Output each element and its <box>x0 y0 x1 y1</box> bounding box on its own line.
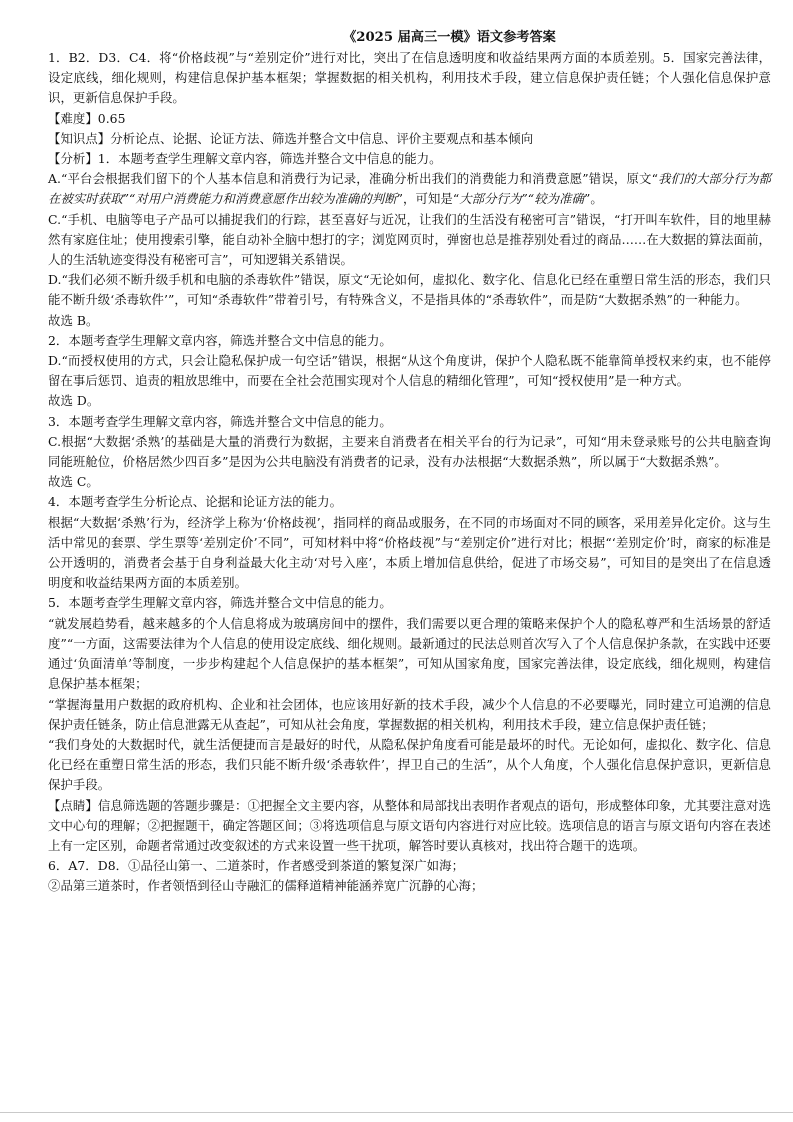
page-title: 《2025 届高三一模》语文参考答案 <box>343 30 556 45</box>
answer-2: 2．D <box>77 50 109 65</box>
quote-italic-2: 大部分行为”“较为准确 <box>459 191 584 207</box>
analysis-q5-intro: 5．本题考查学生理解文章内容，筛选并整合文中信息的能力。 <box>48 595 392 611</box>
answer-1: 1．B <box>48 50 78 65</box>
tips-section: 【点睛】信息筛选题的答题步骤是：①把握全文主要内容，从整体和局部找出表明作者观点的语句，形成整体印象，尤其要注意对选文中心句的理解；②把握题干，确定答题区间；③将选项信息与原文语句内容进行对应比较。选项信息的语言与原文语句内容在表述上有一定区别，命题者常通过改变叙述的方式来设置一些干扰项，解答时要认真核对，找出符合题干的选项。 <box>48 797 771 853</box>
analysis-q3-option-c: C.根据“大数据‘杀熟’的基础是大量的消费行为数据，主要来自消费者在相关平台的行为记录”，可知“用未登录账号的公共电脑查询同能班舱位，价格居然少四百多”是因为公共电脑没有消费者的记录，没有办法根据“大数据杀熟”，所以属于“大数据杀熟”。 <box>48 433 771 470</box>
analysis-q5-para-1: “就发展趋势看，越来越多的个人信息将成为玻璃房间中的摆件，我们需要以更合理的策略来保护个人的隐私尊严和生活场景的舒适度”“一方面，这需要法律为个人信息的使用设定底线、细化规则。最新通过的民法总则首次写入了个人信息保护条款，在实践中还要通过‘负面清单’等制度，一步步构建起个人信息保护的基本框架”，可知从国家角度，国家完善法律，设定底线，细化规则，构建信息保护基本框架； <box>48 615 771 692</box>
analysis-q1-choice: 故选 B。 <box>48 312 99 328</box>
analysis-q2-choice: 故选 D。 <box>48 393 100 409</box>
answer-5: 5．国家完善法律，设定底线，细化规则，构建信息保护基本框架；掌握数据的相关机构，利用技术手段，建立信息保护责任链；个人强化信息保护意识，更新信息保护手段。 <box>48 50 772 106</box>
analysis-q2-intro: 2．本题考查学生理解文章内容，筛选并整合文中信息的能力。 <box>48 332 392 348</box>
answers-6-8 <box>48 856 771 876</box>
analysis-q1-option-d: D.“我们必须不断升级手机和电脑的杀毒软件”错误，原文“无论如何，虚拟化、数字化、信息化已经在重塑日常生活的形态，我们只能不断升级‘杀毒软件’”，可知“杀毒软件”带着引号，有特殊含义，不是指具体的“杀毒软件”，而是防“大数据杀熟”的一种能力。 <box>48 272 771 308</box>
answer-7: 7．D <box>77 858 108 874</box>
knowledge-points: 【知识点】分析论点、论据、论证方法、筛选并整合文中信息、评价主要观点和基本倾向 <box>48 130 534 146</box>
analysis-q1-option-a: A.“平台会根据我们留下的个人基本信息和消费行为记录，准确分析出我们的消费能力和消费意愿”错误，原文“我们的大部分行为都在被实时获取”“对用户消费能力和消费意愿作出较为准确的判断”，可知是“大部分行为”“较为准确”。 <box>48 171 771 207</box>
analysis-q3-choice: 故选 C。 <box>48 474 99 490</box>
analysis-q3-intro: 3．本题考查学生理解文章内容，筛选并整合文中信息的能力。 <box>48 413 392 429</box>
analysis-q5-para-3: “我们身处的大数据时代，就生活便捷而言是最好的时代，从隐私保护角度看可能是最坏的时代。无论如何，虚拟化、数字化、信息化已经在重塑日常生活的形态，我们只能不断升级‘杀毒软件’，捍卫自己的生活”，从个人角度，个人强化信息保护意识，更新信息保护手段。 <box>48 736 771 793</box>
answer-8: 8．①品径山第一、二道茶时，作者感受到茶道的繁复深广如海； <box>107 858 465 874</box>
analysis-q4-body: 根据“大数据‘杀熟’行为，经济学上称为‘价格歧视’，指同样的商品或服务，在不同的市场面对不同的顾客，采用差异化定价。这与生活中常见的套票、学生票等‘差别定价’不同”，可知材料中将“价格歧视”与“差别定价”进行对比；根据“‘差别定价’时，商家的标准是公开透明的，消费者会基于自身利益最大化主动‘对号入座’，本质上增加信息供给，促进了市场交易”，可知目的是突出了在信息透明度和收益结果两方面的本质差别。 <box>48 514 771 591</box>
quote-italic: 我们的大部分行为都在被实时获取”“对用户消费能力和消费意愿作出较为准确的判断 <box>48 171 771 207</box>
difficulty: 【难度】0.65 <box>48 110 126 126</box>
answer-3: 3．C <box>108 50 139 65</box>
answer-8-point-2: ②品第三道茶时，作者领悟到径山寺融汇的儒释道精神能涵养宽广沉静的心海； <box>48 878 484 894</box>
analysis-q1-option-c: C.“手机、电脑等电子产品可以捕捉我们的行踪，甚至喜好与近况，让我们的生活没有秘密可言”错误，“打开叫车软件，目的地里赫然有家庭住址；使用搜索引擎，能自动补全脑中想打的字；浏览网页时，弹窗也总是推荐别处看过的商品……在大数据的算法面前，人的生活轨迹变得没有秘密可言”，可知逻辑关系错误。 <box>48 211 771 268</box>
analysis-q1-intro: 【分析】1．本题考查学生理解文章内容，筛选并整合文中信息的能力。 <box>48 151 442 167</box>
answer-4: 4．将“价格歧视”与“差别定价”进行对比，突出了在信息透明度和收益结果两方面的本质差别。 <box>138 50 663 65</box>
page-bottom-rule <box>0 1112 793 1113</box>
answer-6: 6．A <box>48 858 78 874</box>
analysis-q5-para-2: “掌握海量用户数据的政府机构、企业和社会团体，也应该用好新的技术手段，减少个人信息的不必要曝光，同时建立可追溯的信息保护责任链条，防止信息泄露无从查起”，可知从社会角度，掌握数据的相关机构，利用技术手段，建立信息保护责任链； <box>48 696 771 732</box>
analysis-q4-intro: 4．本题考查学生分析论点、论据和论证方法的能力。 <box>48 494 343 510</box>
answers-1-5 <box>48 48 771 109</box>
analysis-q2-option-d: D.“而授权使用的方式，只会让隐私保护成一句空话”错误，根据“从这个角度讲，保护个人隐私既不能靠简单授权来约束，也不能停留在事后惩罚、追责的粗放思维中，而要在全社会范围实现对个人信息的精细化管理”，可知“授权使用”是一种方式。 <box>48 353 771 389</box>
